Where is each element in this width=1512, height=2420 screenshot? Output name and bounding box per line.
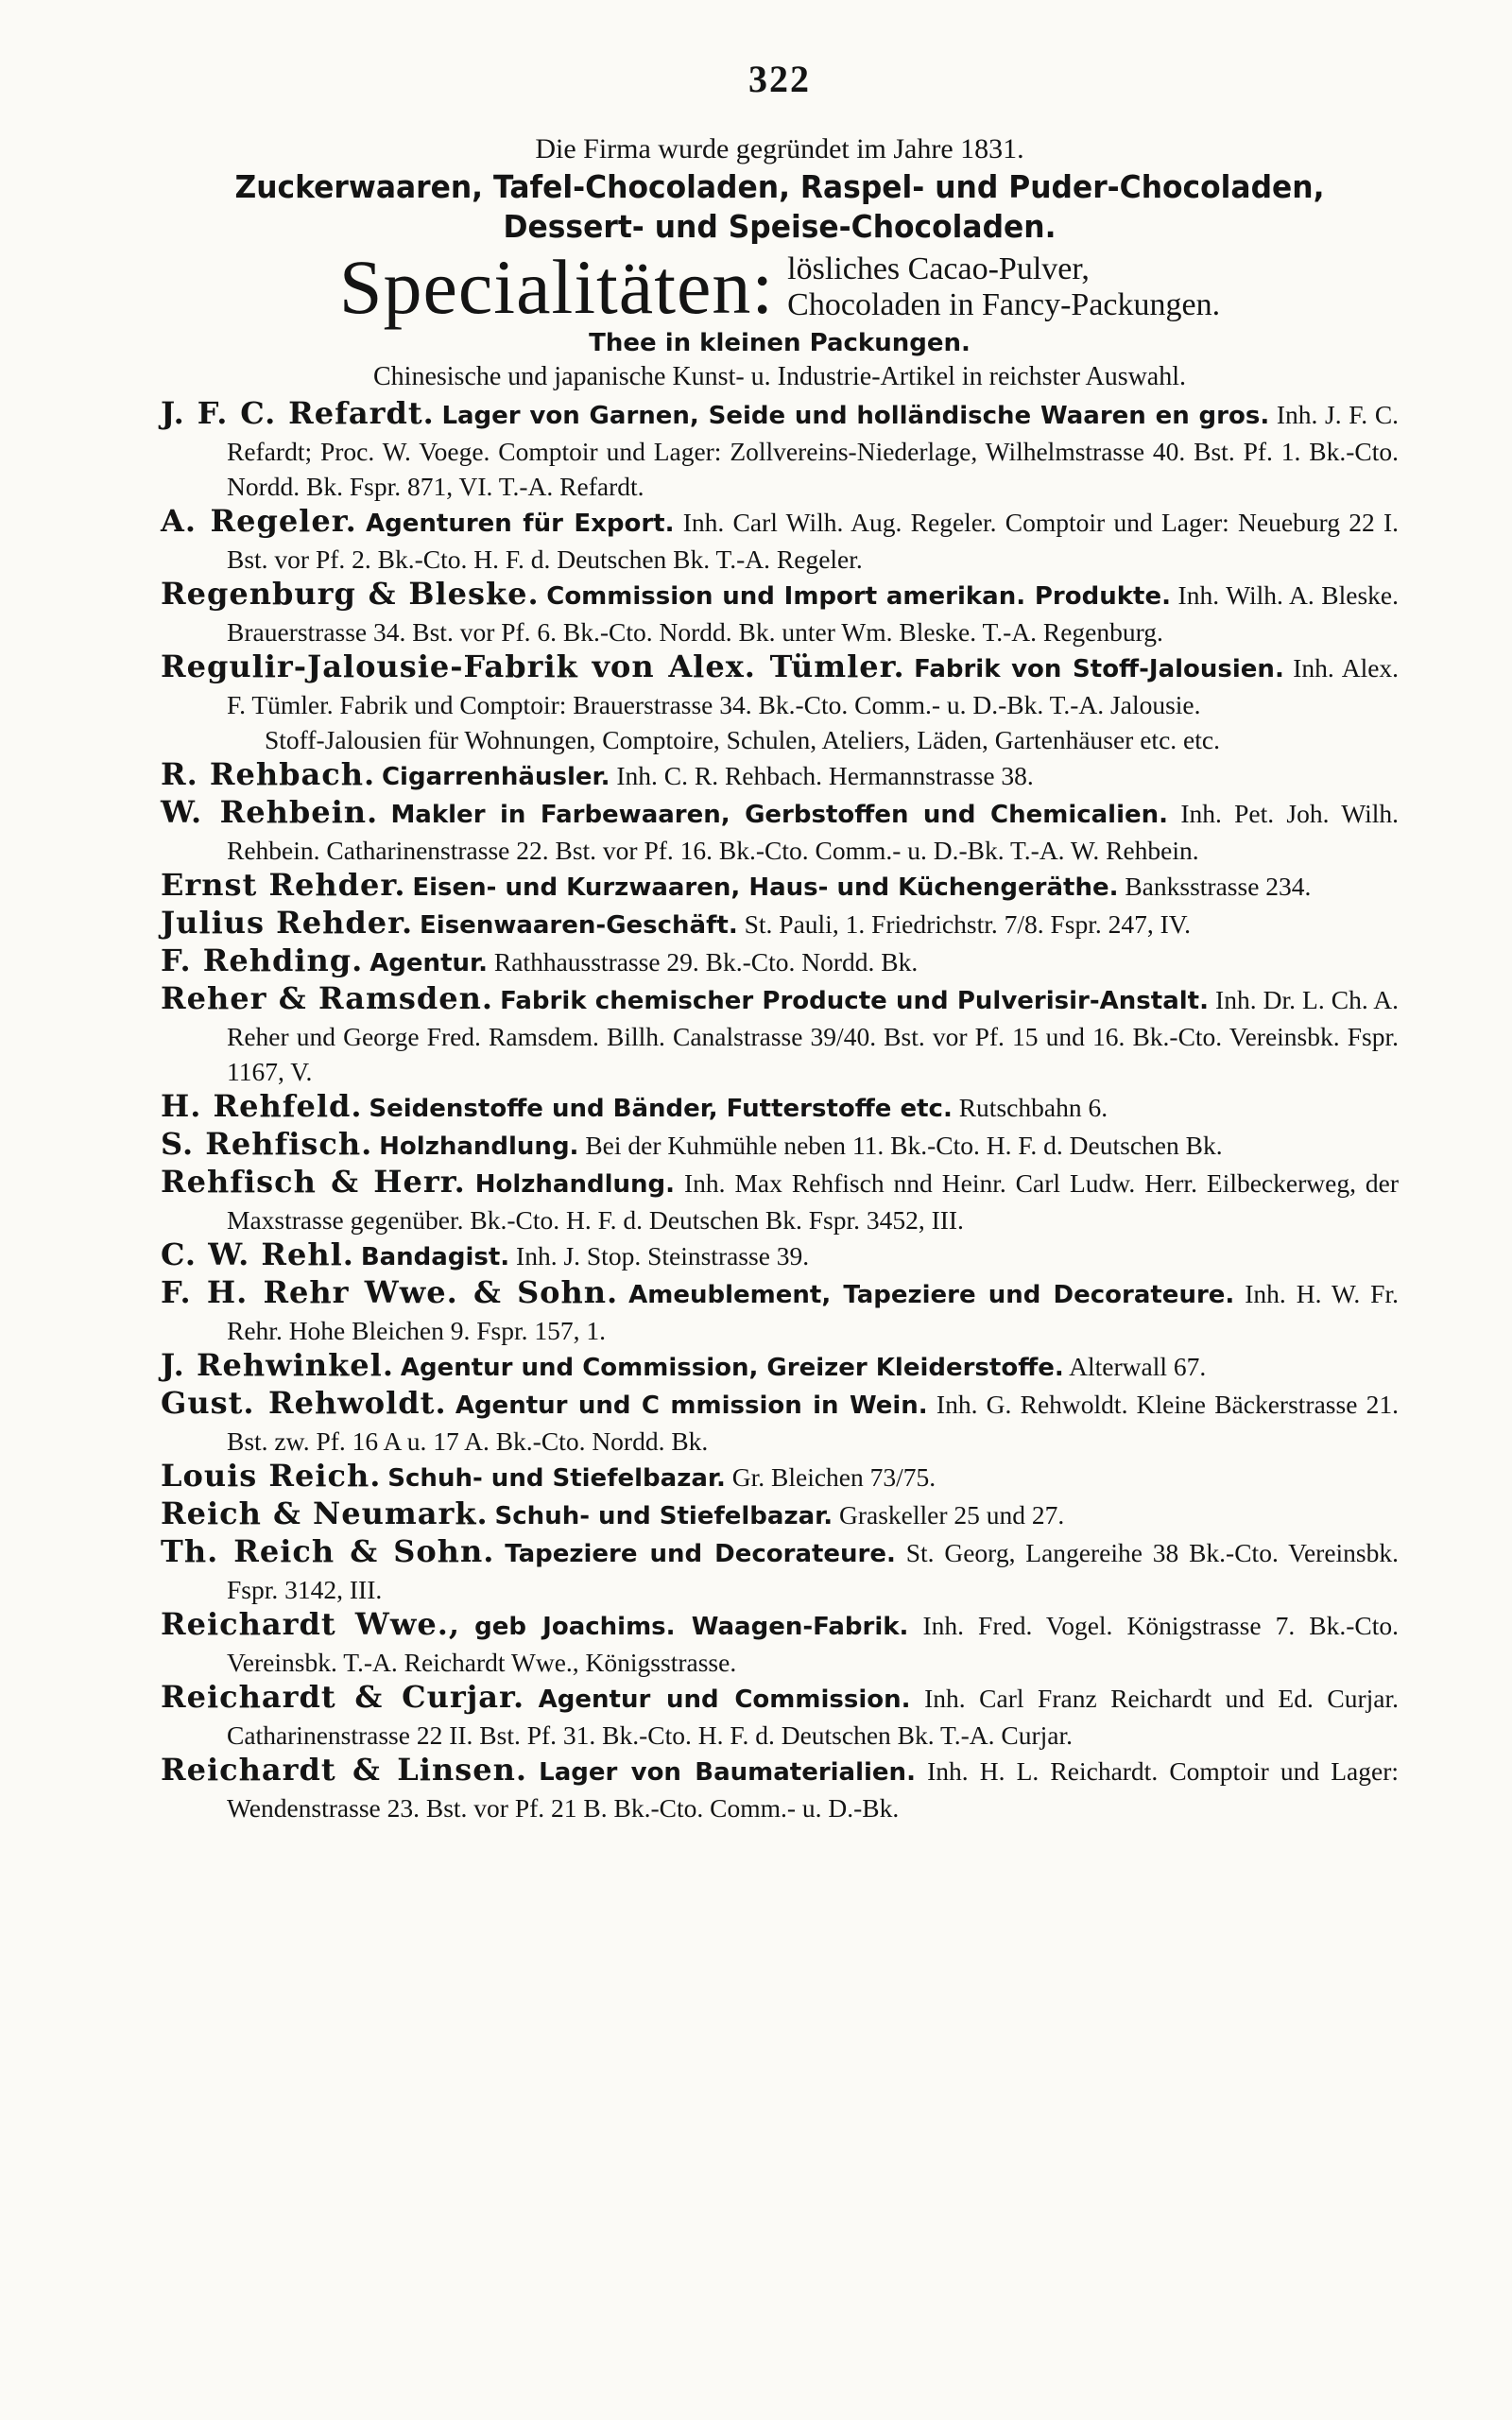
entry-firm-name: Gust. Rehwoldt.	[161, 1385, 447, 1421]
entry-details: Gr. Bleichen 73/75.	[731, 1462, 936, 1492]
page-number: 322	[748, 58, 811, 100]
directory-entry	[161, 1348, 1399, 1386]
entry-details: Inh. Dr. L. Ch. A. Reher und George Fred. Ramsdem. Billh. Canalstrasse 39/40. Bst. vor Pf. 15 und 16. Bk.-Cto. Vereinsbk. Fspr. 1167, V.	[227, 985, 1400, 1086]
directory-entry	[161, 504, 1399, 577]
entry-firm-name: Ernst Rehder.	[161, 867, 406, 903]
entry-business-description: Schuh- und Stiefelbazar.	[387, 1464, 726, 1493]
entry-firm-name: S. Rehfisch.	[161, 1126, 373, 1162]
entry-details: Bei der Kuhmühle neben 11. Bk.-Cto. H. F. d. Deutschen Bk.	[585, 1131, 1223, 1160]
ad-chinese-goods-line: Chinesische und japanische Kunst- u. Industrie-Artikel in reichster Auswahl.	[372, 362, 1187, 391]
directory-entry	[161, 795, 1399, 868]
entry-details: Inh. Wilh. A. Bleske. Brauerstrasse 34. Bst. vor Pf. 6. Bk.-Cto. Nordd. Bk. unter Wm. Bleske. T.-A. Regenburg.	[227, 580, 1400, 647]
directory-entries	[161, 396, 1399, 1825]
ad-specialty-item: lösliches Cacao-Pulver,	[787, 251, 1090, 286]
directory-entry	[161, 1753, 1399, 1825]
entry-business-description: Agentur und Commission.	[538, 1685, 911, 1714]
directory-entry	[161, 1607, 1399, 1680]
entry-business-description: Agentur.	[369, 949, 488, 977]
entry-firm-name: F. Rehding.	[161, 942, 364, 978]
directory-entry	[161, 906, 1399, 943]
entry-business-description: Bandagist.	[360, 1243, 510, 1271]
entry-firm-name: Julius Rehder.	[161, 905, 414, 941]
directory-entry	[161, 577, 1399, 649]
entry-business-description: Eisen- und Kurzwaaren, Haus- und Küchengeräthe.	[412, 873, 1119, 902]
entry-firm-name: Reichardt & Curjar.	[161, 1679, 525, 1715]
directory-entry	[161, 1459, 1399, 1496]
entry-business-description: Eisenwaaren-Geschäft.	[420, 911, 738, 940]
entry-business-description: Agenturen für Export.	[366, 510, 675, 538]
entry-business-description: Holzhandlung.	[474, 1170, 675, 1199]
entry-details: Rutschbahn 6.	[958, 1093, 1108, 1122]
entry-details: Inh. G. Rehwoldt. Kleine Bäckerstrasse 21. Bst. zw. Pf. 16 A u. 17 A. Bk.-Cto. Nordd. Bk.	[227, 1390, 1400, 1456]
directory-entry	[161, 1534, 1399, 1607]
ad-specialties-items	[787, 251, 1220, 323]
directory-entry	[161, 1386, 1399, 1459]
directory-entry	[161, 1165, 1399, 1237]
entry-details: Banksstrasse 234.	[1125, 872, 1312, 901]
entry-firm-name: Th. Reich & Sohn.	[161, 1533, 495, 1569]
ad-products-line-2: Dessert- und Speise-Chocoladen.	[503, 208, 1057, 245]
entry-firm-name: F. H. Rehr Wwe. & Sohn.	[161, 1274, 619, 1310]
directory-entry	[161, 1127, 1399, 1165]
entry-details: Inh. C. R. Rehbach. Hermannstrasse 38.	[616, 761, 1034, 790]
entry-details: Inh. H. W. Fr. Rehr. Hohe Bleichen 9. Fspr. 157, 1.	[227, 1279, 1399, 1345]
directory-entry	[161, 1496, 1399, 1534]
directory-entry	[161, 757, 1399, 795]
entry-firm-name: Regenburg & Bleske.	[161, 576, 540, 612]
directory-entry	[161, 1275, 1399, 1348]
entry-business-description: Agentur und Commission, Greizer Kleiderstoffe.	[400, 1354, 1064, 1382]
entry-business-description: geb Joachims. Waagen-Fabrik.	[474, 1613, 909, 1641]
entry-details: Inh. Max Rehfisch nnd Heinr. Carl Ludw. Herr. Eilbeckerweg, der Maxstrasse gegenüber. Bk.-Cto. H. F. d. Deutschen Bk. Fspr. 3452, III.	[227, 1168, 1400, 1235]
entry-details: Inh. Alex. F. Tümler. Fabrik und Comptoir: Brauerstrasse 34. Bk.-Cto. Comm.- u. D.-Bk. T.-A. Jalousie.	[227, 653, 1400, 719]
entry-business-description: Lager von Garnen, Seide und holländische Waaren en gros.	[441, 402, 1270, 430]
entry-business-description: Schuh- und Stiefelbazar.	[494, 1502, 833, 1530]
ad-founded-line: Die Firma wurde gegründet im Jahre 1831.	[535, 133, 1024, 164]
directory-entry	[161, 981, 1399, 1089]
entry-firm-name: Rehfisch & Herr.	[161, 1164, 466, 1200]
entry-business-description: Holzhandlung.	[379, 1132, 579, 1161]
entry-business-description: Cigarrenhäusler.	[381, 763, 610, 791]
entry-business-description: Tapeziere und Decorateure.	[505, 1540, 896, 1568]
ad-products-line-1: Zuckerwaaren, Tafel-Chocoladen, Raspel- und Puder-Chocoladen,	[234, 168, 1325, 205]
entry-details: Inh. Pet. Joh. Wilh. Rehbein. Catharinenstrasse 22. Bst. vor Pf. 16. Bk.-Cto. Comm.- u. D.-Bk. T.-A. W. Rehbein.	[227, 799, 1400, 865]
directory-entry	[161, 649, 1399, 757]
directory-entry	[161, 396, 1399, 504]
entry-business-description: Agentur und C mmission in Wein.	[455, 1392, 928, 1420]
ad-specialties-label: Specialitäten:	[338, 244, 775, 330]
entry-firm-name: J. F. C. Refardt.	[161, 395, 435, 431]
entry-firm-name: A. Regeler.	[161, 503, 357, 539]
entry-details: Inh. H. L. Reichardt. Comptoir und Lager: Wendenstrasse 23. Bst. vor Pf. 21 B. Bk.-Cto. Comm.- u. D.-Bk.	[227, 1756, 1400, 1823]
entry-details: Inh. Fred. Vogel. Königstrasse 7. Bk.-Cto. Vereinsbk. T.-A. Reichardt Wwe., Königsstrasse.	[227, 1611, 1399, 1677]
ad-tea-line: Thee in kleinen Packungen.	[589, 329, 971, 357]
directory-entry	[161, 1680, 1399, 1753]
entry-firm-name: R. Rehbach.	[161, 756, 376, 792]
entry-business-description: Fabrik von Stoff-Jalousien.	[914, 655, 1284, 683]
entry-firm-name: Reichardt & Linsen.	[161, 1752, 527, 1788]
entry-details: Inh. J. Stop. Steinstrasse 39.	[516, 1241, 810, 1270]
entry-firm-name: W. Rehbein.	[161, 794, 379, 830]
directory-entry	[161, 943, 1399, 981]
entry-details: Rathhausstrasse 29. Bk.-Cto. Nordd. Bk.	[493, 947, 919, 977]
entry-firm-name: H. Rehfeld.	[161, 1088, 363, 1124]
entry-firm-name: J. Rehwinkel.	[161, 1347, 394, 1383]
entry-details: Inh. J. F. C. Refardt; Proc. W. Voege. Comptoir und Lager: Zollvereins-Niederlage, Wilhelmstrasse 40. Bst. Pf. 1. Bk.-Cto. Nordd. Bk. Fspr. 871, VI. T.-A. Refardt.	[227, 400, 1400, 501]
entry-details: St. Pauli, 1. Friedrichstr. 7/8. Fspr. 247, IV.	[744, 909, 1191, 939]
entry-firm-name: Regulir-Jalousie-Fabrik von Alex. Tümler.	[161, 648, 905, 684]
entry-details: Inh. Carl Franz Reichardt und Ed. Curjar. Catharinenstrasse 22 II. Bst. Pf. 31. Bk.-Cto. H. F. d. Deutschen Bk. T.-A. Curjar.	[227, 1684, 1400, 1750]
entry-business-description: Commission und Import amerikan. Produkte.	[546, 582, 1171, 611]
entry-business-description: Fabrik chemischer Producte und Pulverisir-Anstalt.	[500, 987, 1209, 1015]
entry-details: Graskeller 25 und 27.	[839, 1500, 1065, 1530]
ad-specialties	[161, 244, 1399, 330]
entry-business-description: Ameublement, Tapeziere und Decorateure.	[628, 1281, 1235, 1309]
entry-firm-name: Reher & Ramsden.	[161, 980, 494, 1016]
entry-firm-name: C. W. Rehl.	[161, 1236, 354, 1272]
ad-specialty-item: Chocoladen in Fancy-Packungen.	[787, 287, 1221, 322]
directory-entry	[161, 1089, 1399, 1127]
chocolate-advertisement	[161, 131, 1399, 394]
entry-details: Alterwall 67.	[1069, 1352, 1207, 1381]
directory-entry	[161, 868, 1399, 906]
entry-note: Stoff-Jalousien für Wohnungen, Comptoire, Schulen, Ateliers, Läden, Gartenhäuser etc. etc.	[265, 725, 1220, 754]
entry-business-description: Makler in Farbewaaren, Gerbstoffen und Chemicalien.	[390, 801, 1169, 829]
entry-details: St. Georg, Langereihe 38 Bk.-Cto. Vereinsbk. Fspr. 3142, III.	[227, 1538, 1399, 1604]
entry-business-description: Lager von Baumaterialien.	[539, 1758, 916, 1787]
entry-firm-name: Louis Reich.	[161, 1458, 382, 1494]
entry-firm-name: Reich & Neumark.	[161, 1495, 489, 1531]
entry-business-description: Seidenstoffe und Bänder, Futterstoffe etc.	[369, 1095, 953, 1123]
directory-entry	[161, 1237, 1399, 1275]
entry-firm-name: Reichardt Wwe.,	[161, 1606, 461, 1642]
entry-details: Inh. Carl Wilh. Aug. Regeler. Comptoir und Lager: Neueburg 22 I. Bst. vor Pf. 2. Bk.-Cto. H. F. d. Deutschen Bk. T.-A. Regeler.	[227, 508, 1400, 574]
directory-page	[161, 57, 1399, 2363]
